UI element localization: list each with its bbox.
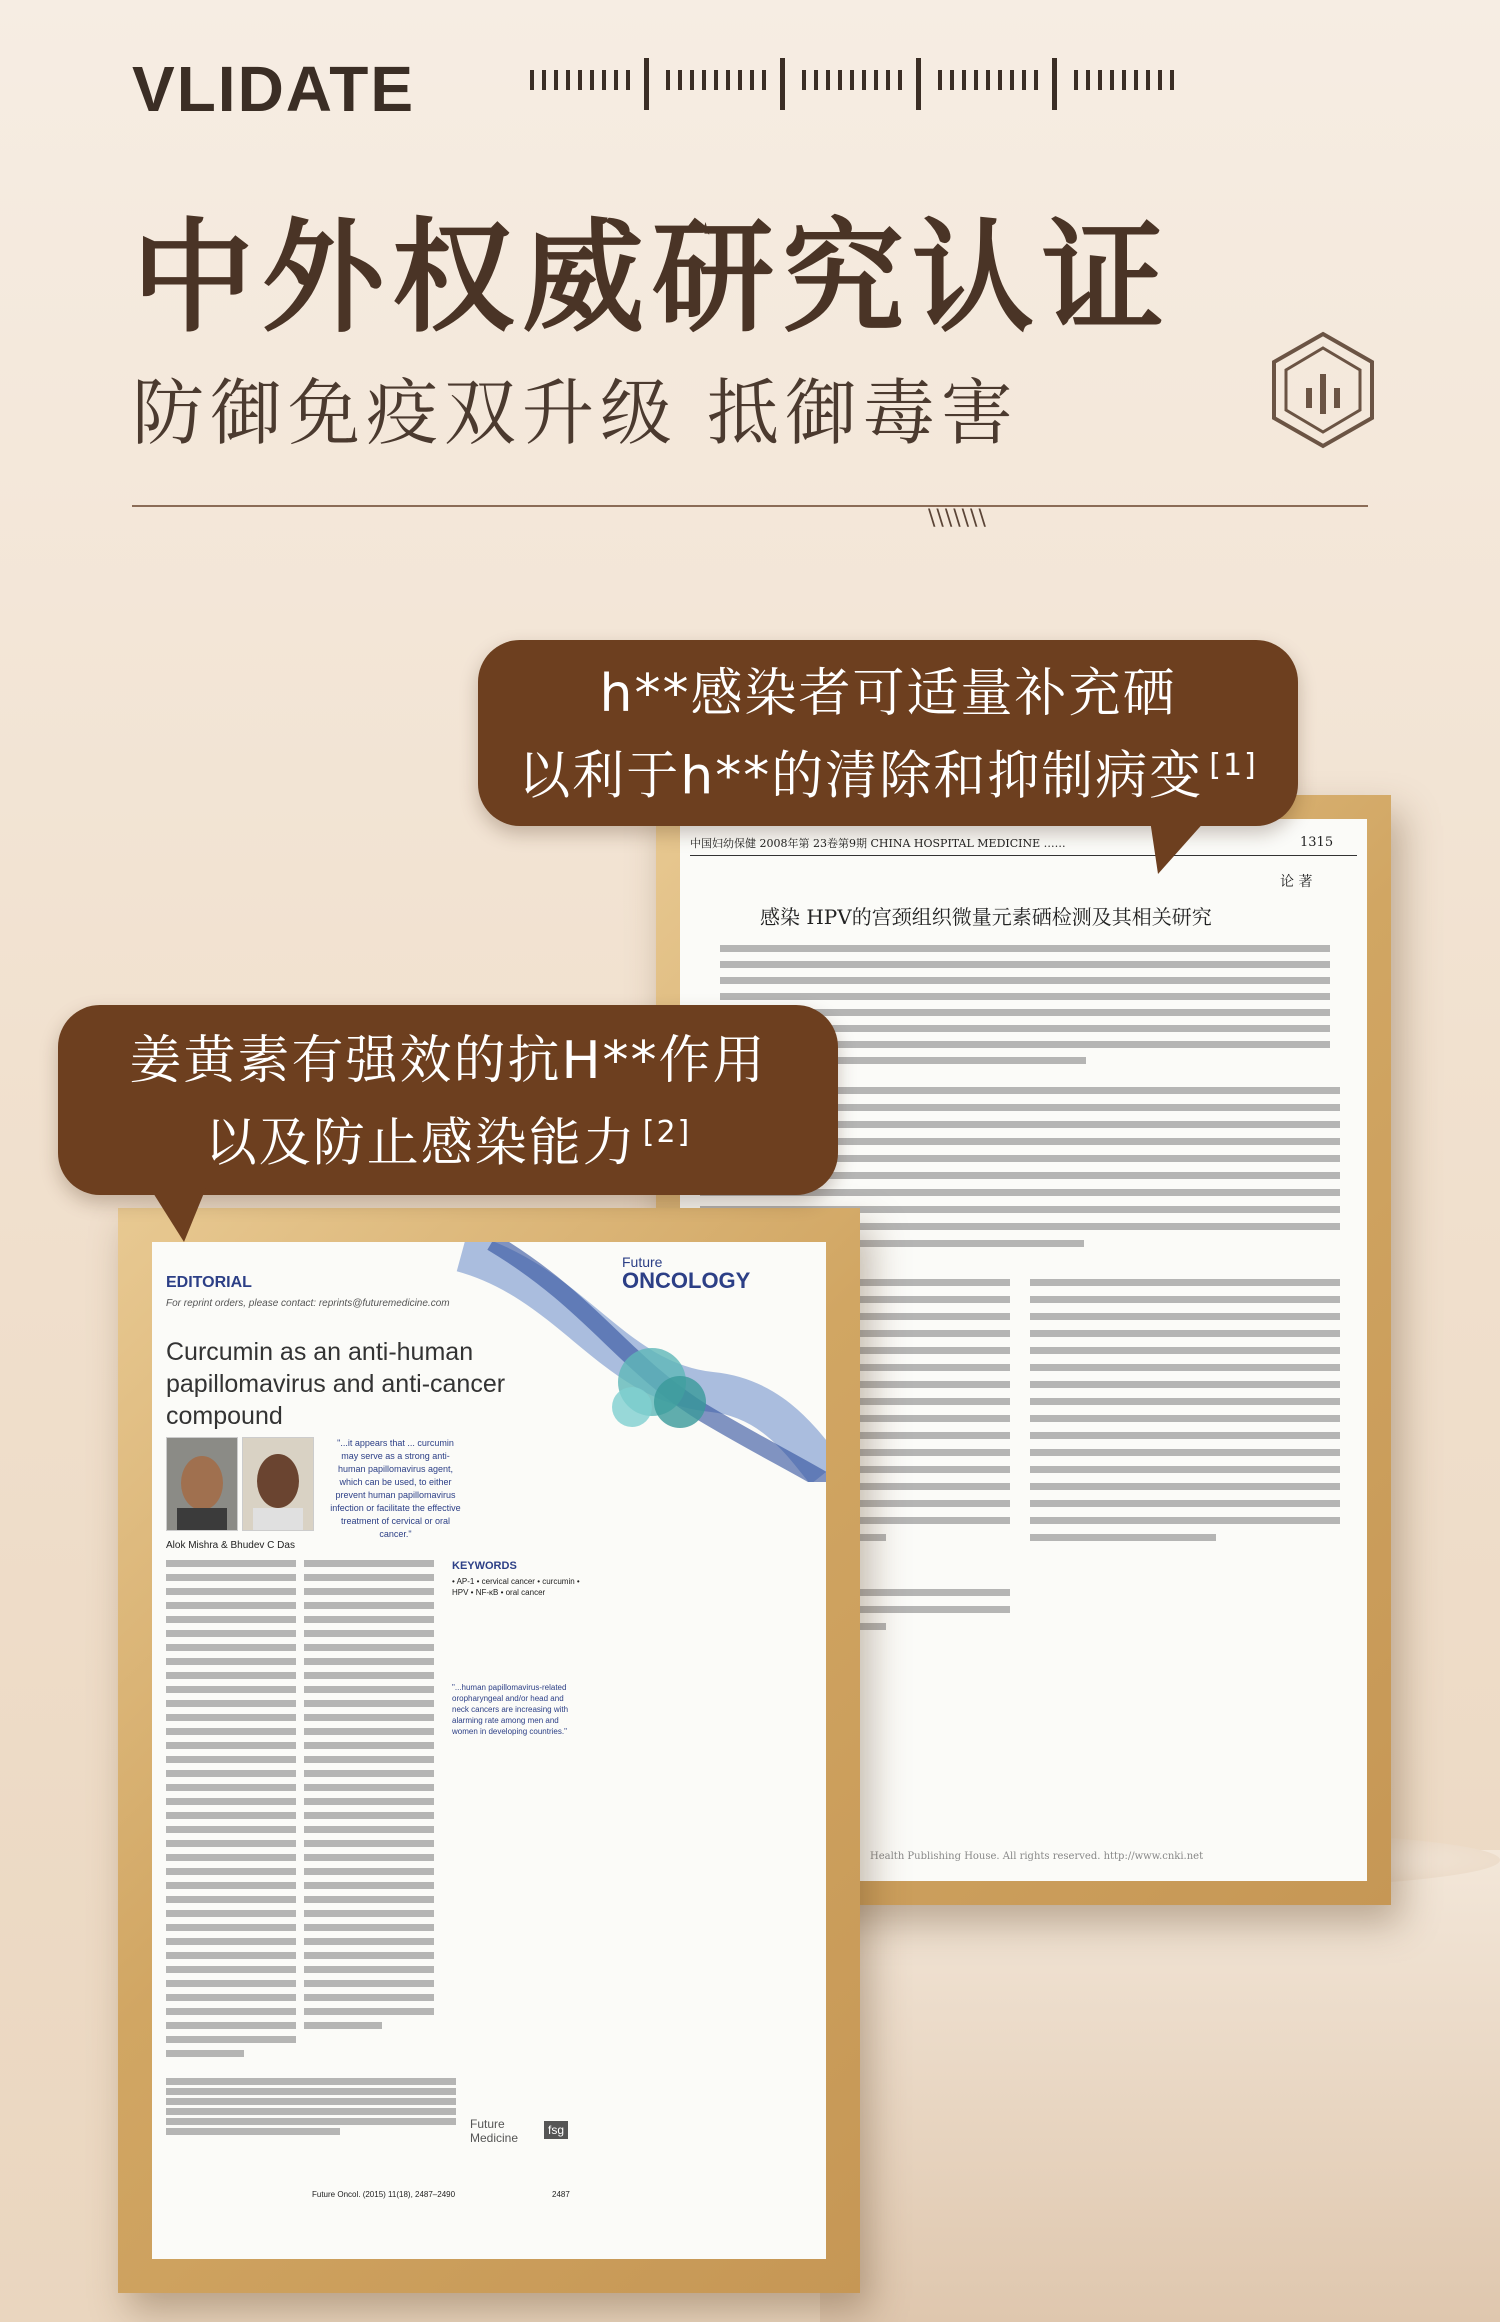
text-line: [304, 1700, 434, 1707]
tick-mark: [802, 70, 806, 90]
tick-mark: [578, 70, 582, 90]
text-line: [304, 1784, 434, 1791]
tick-mark: [690, 70, 694, 90]
text-line: [304, 1630, 434, 1637]
tick-mark: [1034, 70, 1038, 90]
text-line: [166, 2098, 456, 2105]
text-line: [1030, 1415, 1340, 1422]
text-line: [166, 1742, 296, 1749]
text-line: [166, 2008, 296, 2015]
tick-mark: [986, 70, 990, 90]
tick-mark: [974, 70, 978, 90]
tick-mark: [762, 70, 766, 90]
tick-mark: [898, 70, 902, 90]
tick-mark: [1010, 70, 1014, 90]
tick-mark: [738, 70, 742, 90]
tick-divider: [644, 58, 649, 110]
header-divider: [132, 505, 1368, 507]
text-line: [166, 1560, 296, 1567]
keywords-heading: KEYWORDS: [452, 1560, 517, 1572]
tick-mark: [702, 70, 706, 90]
page-subtitle: 防御免疫双升级 抵御毒害: [132, 371, 1019, 455]
text-line: [1030, 1517, 1340, 1524]
text-line: [166, 1896, 296, 1903]
text-line: [166, 2050, 244, 2057]
text-line: [304, 1868, 434, 1875]
text-line: [720, 993, 1330, 1000]
text-line: [166, 1980, 296, 1987]
tick-mark: [1022, 70, 1026, 90]
text-line: [166, 1714, 296, 1721]
text-line: [304, 1966, 434, 1973]
paper-title: Curcumin as an anti-human papillomavirus and anti-cancer compound: [166, 1338, 506, 1430]
text-line: [166, 1700, 296, 1707]
text-line: [304, 1714, 434, 1721]
text-line: [166, 1882, 296, 1889]
tick-mark: [1122, 70, 1126, 90]
text-line: [166, 1630, 296, 1637]
text-line: [166, 1770, 296, 1777]
bubble-line-1: h**感染者可适量补充硒: [599, 664, 1177, 724]
text-line: [166, 1994, 296, 2001]
text-line: [166, 1854, 296, 1861]
tick-mark: [814, 70, 818, 90]
text-line: [304, 1574, 434, 1581]
text-line: [720, 945, 1330, 952]
text-line: [166, 1756, 296, 1763]
tick-mark: [874, 70, 878, 90]
author-photo-1: [166, 1437, 238, 1531]
text-line: [304, 1644, 434, 1651]
text-line: [1030, 1330, 1340, 1337]
tick-mark: [1170, 70, 1174, 90]
tick-mark: [726, 70, 730, 90]
tick-mark: [838, 70, 842, 90]
text-line: [166, 2022, 296, 2029]
text-line: [304, 1812, 434, 1819]
tick-mark: [1146, 70, 1150, 90]
text-line: [304, 1658, 434, 1665]
text-line: [304, 1840, 434, 1847]
tick-mark: [862, 70, 866, 90]
text-line: [304, 1686, 434, 1693]
text-line: [304, 1854, 434, 1861]
text-line: [166, 2088, 456, 2095]
tick-mark: [826, 70, 830, 90]
text-line: [304, 1770, 434, 1777]
text-line: [166, 1728, 296, 1735]
text-line: [304, 1826, 434, 1833]
tick-mark: [542, 70, 546, 90]
tick-mark: [1086, 70, 1090, 90]
tick-divider: [1052, 58, 1057, 110]
text-line: [166, 1616, 296, 1623]
tick-mark: [886, 70, 890, 90]
text-line: [166, 1686, 296, 1693]
text-line: [304, 1938, 434, 1945]
text-line: [304, 1980, 434, 1987]
text-line: [166, 1826, 296, 1833]
text-line: [166, 1868, 296, 1875]
text-line: [1030, 1347, 1340, 1354]
text-line: [1030, 1432, 1340, 1439]
tick-mark: [714, 70, 718, 90]
tick-mark: [1134, 70, 1138, 90]
reference-marker: [2]: [642, 1115, 692, 1150]
tick-divider: [780, 58, 785, 110]
text-line: [1030, 1534, 1216, 1541]
tick-mark: [1110, 70, 1114, 90]
text-line: [304, 1756, 434, 1763]
text-line: [166, 1602, 296, 1609]
text-line: [304, 1742, 434, 1749]
journal-header: 中国妇幼保健 2008年第 23卷第9期 CHINA HOSPITAL MEDICINE ……: [690, 837, 1066, 850]
brand-logo: VLIDATE: [132, 53, 416, 125]
section-label: EDITORIAL: [166, 1274, 252, 1291]
pull-quote-2: "...human papillomavirus-related oropharyngeal and/or head and neck cancers are increasing with alarming rate among men and women in developing countries.": [452, 1683, 569, 1736]
tick-mark: [566, 70, 570, 90]
text-line: [166, 1840, 296, 1847]
tick-divider: [916, 58, 921, 110]
tick-mark: [530, 70, 534, 90]
tick-mark: [554, 70, 558, 90]
text-line: [166, 2118, 456, 2125]
text-line: [166, 2078, 456, 2085]
tick-mark: [666, 70, 670, 90]
text-line: [1030, 1398, 1340, 1405]
text-line: [304, 1952, 434, 1959]
text-line: [720, 977, 1330, 984]
text-line: [1030, 1296, 1340, 1303]
text-line: [166, 2108, 456, 2115]
bubble-line-1: 姜黄素有强效的抗H**作用: [129, 1031, 767, 1091]
citation-footer: Future Oncol. (2015) 11(18), 2487–2490: [312, 2190, 456, 2199]
text-line: [304, 1910, 434, 1917]
tick-mark: [962, 70, 966, 90]
text-line: [166, 1588, 296, 1595]
text-line: [304, 1924, 434, 1931]
text-line: [166, 1574, 296, 1581]
tick-mark: [590, 70, 594, 90]
journal-logo: ONCOLOGY: [622, 1268, 751, 1293]
text-line: [1030, 1381, 1340, 1388]
tick-mark: [1098, 70, 1102, 90]
pull-quote: "...it appears that ... curcumin may serve as a strong anti-human papillomavirus agent, which can be used, to either prevent human papillomavirus infection or facilitate the effective treatment of cervical or oral cancer.": [330, 1438, 461, 1539]
text-line: [304, 1616, 434, 1623]
text-line: [304, 1896, 434, 1903]
text-line: [166, 2036, 296, 2043]
tick-mark: [602, 70, 606, 90]
hexagon-chart-icon: [1268, 330, 1378, 450]
tick-mark: [626, 70, 630, 90]
bubble-line-2: 以利于h**的清除和抑制病变 [1]: [518, 746, 1258, 807]
publisher-badge: fsg: [544, 2121, 568, 2139]
text-line: [1030, 1500, 1340, 1507]
display-pedestal: [820, 1850, 1500, 2322]
text-line: [304, 2008, 434, 2015]
tick-mark: [850, 70, 854, 90]
publisher-logo: Future Medicine: [470, 2117, 519, 2145]
text-line: [304, 2022, 382, 2029]
tick-mark: [1158, 70, 1162, 90]
text-line: [166, 1966, 296, 1973]
text-line: [166, 1952, 296, 1959]
text-line: [166, 2128, 340, 2135]
reprint-note: For reprint orders, please contact: reprints@futuremedicine.com: [166, 1298, 450, 1309]
text-line: [166, 1658, 296, 1665]
tick-mark: [998, 70, 1002, 90]
text-line: [304, 1672, 434, 1679]
text-line: [1030, 1466, 1340, 1473]
tick-mark: [938, 70, 942, 90]
paper-footer: Health Publishing House. All rights reserved. http://www.cnki.net: [870, 1851, 1204, 1862]
page-number: 2487: [552, 2190, 570, 2199]
text-line: [166, 1924, 296, 1931]
divider-slashes: \\\\\\\: [928, 506, 987, 531]
text-line: [166, 1812, 296, 1819]
text-line: [166, 1644, 296, 1651]
text-line: [304, 1798, 434, 1805]
text-line: [304, 1560, 434, 1567]
tick-mark: [614, 70, 618, 90]
text-line: [166, 1672, 296, 1679]
tick-mark: [1074, 70, 1078, 90]
tick-mark: [950, 70, 954, 90]
text-line: [304, 1882, 434, 1889]
text-line: [166, 1798, 296, 1805]
keywords-list: • AP-1 • cervical cancer • curcumin • HPV • NF-κB • oral cancer: [452, 1577, 580, 1597]
text-line: [1030, 1313, 1340, 1320]
text-line: [1030, 1449, 1340, 1456]
text-line: [304, 1728, 434, 1735]
text-line: [1030, 1483, 1340, 1490]
text-line: [304, 1602, 434, 1609]
page-title: 中外权威研究认证: [132, 207, 1172, 349]
text-line: [166, 1938, 296, 1945]
text-line: [1030, 1364, 1340, 1371]
text-line: [166, 1910, 296, 1917]
section-label: 论 著: [1280, 874, 1313, 890]
paper-page-english: [152, 1242, 826, 2259]
text-line: [1030, 1279, 1340, 1286]
paper-title: 感染 HPV的宫颈组织微量元素硒检测及其相关研究: [760, 905, 1212, 929]
decorative-ticks: [530, 58, 1360, 110]
speech-bubble-selenium: [478, 640, 1298, 826]
author-photo-2: [242, 1437, 314, 1531]
text-line: [166, 1784, 296, 1791]
framed-paper-english: [118, 1208, 860, 2293]
page-number: 1315: [1300, 835, 1334, 850]
reference-marker: [1]: [1209, 748, 1258, 783]
tick-mark: [678, 70, 682, 90]
journal-logo-small: Future: [622, 1254, 663, 1270]
speech-bubble-curcumin: [58, 1005, 838, 1195]
bubble-tail: [150, 1188, 210, 1244]
bubble-tail: [1150, 820, 1210, 876]
text-line: [304, 1994, 434, 2001]
tick-mark: [750, 70, 754, 90]
author-names: Alok Mishra & Bhudev C Das: [166, 1540, 295, 1551]
text-line: [304, 1588, 434, 1595]
bubble-line-2: 以及防止感染能力 [2]: [204, 1113, 692, 1174]
text-line: [720, 961, 1330, 968]
